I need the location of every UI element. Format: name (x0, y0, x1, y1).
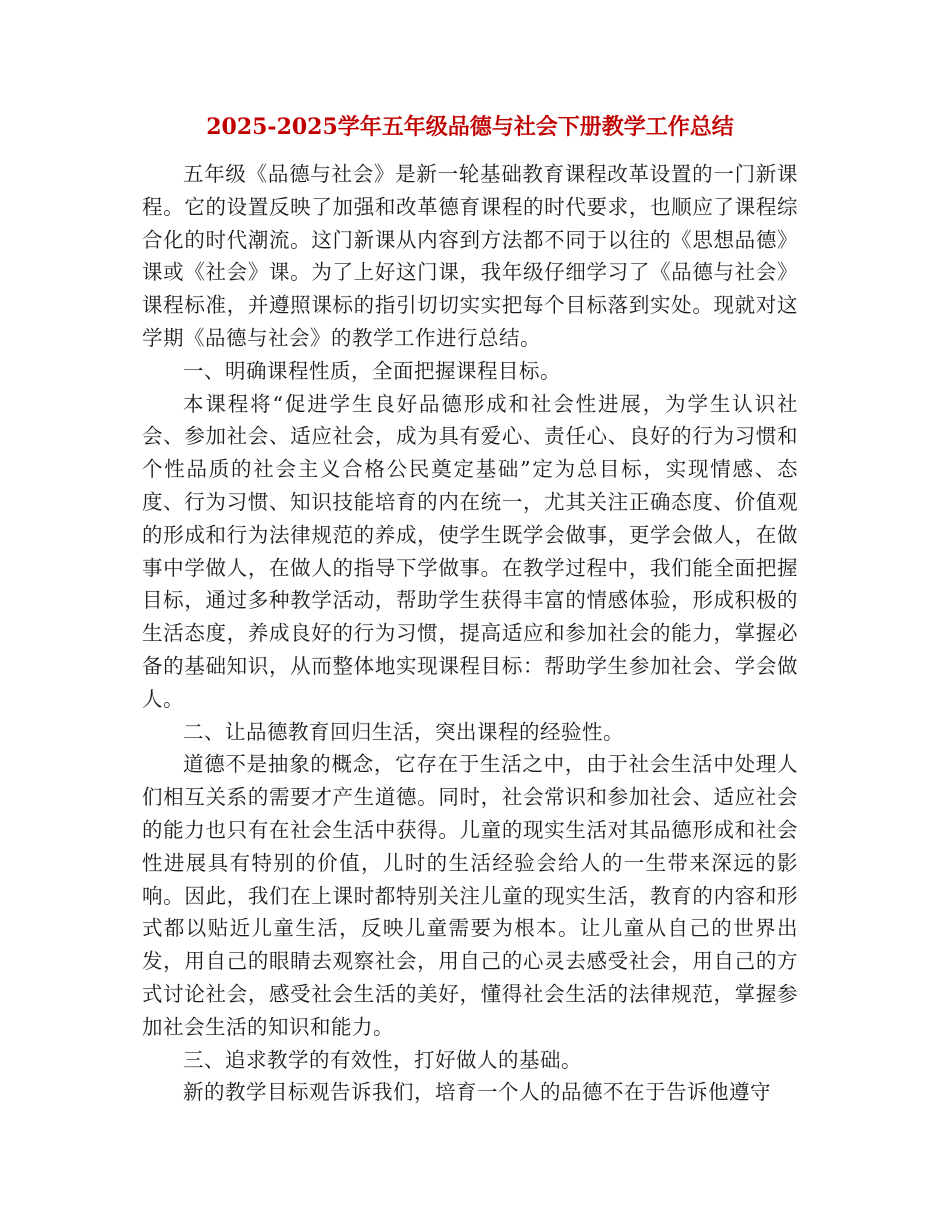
section-heading-1: 一、明确课程性质，全面把握课程目标。 (183, 358, 561, 383)
document-title: 2025-2025学年五年级品德与社会下册教学工作总结 (206, 114, 734, 140)
section-2-paragraph: 道德不是抽象的概念，它存在于生活之中，由于社会生活中处理人们相互关系的需要才产生道德。同时，社会常识和参加社会、适应社会的能力也只有在社会生活中获得。儿童的现实生活对其品德形成和社会性进展具有特别的价值，儿时的生活经验会给人的一生带来深远的影响。因此，我们在上课时都特别关注儿童的现实生活，教育的内容和形式都以贴近儿童生活，反映儿童需要为根本。让儿童从自己的世界出发，用自己的眼睛去观察社会，用自己的心灵去感受社会，用自己的方式讨论社会，感受社会生活的美好，懂得社会生活的法律规范，掌握参加社会生活的知识和能力。 (142, 752, 798, 1039)
section-heading-2: 二、让品德教育回归生活，突出课程的经验性。 (183, 719, 624, 744)
section-heading-3: 三、追求教学的有效性，打好做人的基础。 (183, 1047, 582, 1072)
section-1-paragraph: 本课程将“促进学生良好品德形成和社会性进展，为学生认识社会、参加社会、适应社会，成为具有爱心、责任心、良好的行为习惯和个性品质的社会主义合格公民奠定基础”定为总目标，实现情感、态度、行为习惯、知识技能培育的内在统一，尤其关注正确态度、价值观的形成和行为法律规范的养成，使学生既学会做事，更学会做人，在做事中学做人，在做人的指导下学做事。在教学过程中，我们能全面把握目标，通过多种教学活动，帮助学生获得丰富的情感体验，形成积极的生活态度，养成良好的行为习惯，提高适应和参加社会的能力，掌握必备的基础知识，从而整体地实现课程目标：帮助学生参加社会、学会做人。 (142, 391, 798, 711)
intro-paragraph: 五年级《品德与社会》是新一轮基础教育课程改革设置的一门新课程。它的设置反映了加强和改革德育课程的时代要求，也顺应了课程综合化的时代潮流。这门新课从内容到方法都不同于以往的《思想品德》课或《社会》课。为了上好这门课，我年级仔细学习了《品德与社会》课程标准，并遵照课标的指引切切实实把每个目标落到实处。现就对这学期《品德与社会》的教学工作进行总结。 (142, 162, 798, 350)
section-3-paragraph: 新的教学目标观告诉我们，培育一个人的品德不在于告诉他遵守 (183, 1080, 771, 1105)
